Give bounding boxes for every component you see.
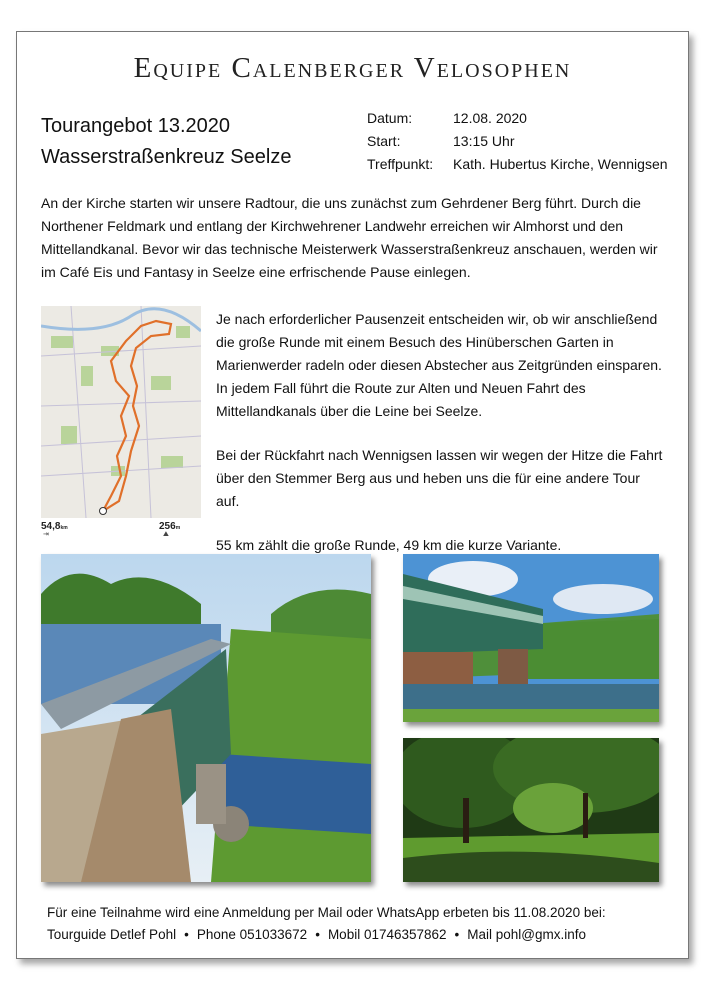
map-distance: 54,8km xyxy=(41,521,68,532)
meta-label: Datum: xyxy=(367,110,413,126)
meta-value: 13:15 Uhr xyxy=(453,133,515,149)
mobile-number: Mobil 01746357862 xyxy=(327,927,447,942)
meta-label: Start: xyxy=(367,133,401,149)
meta-value: Kath. Hubertus Kirche, Wennigsen xyxy=(453,156,668,172)
club-name: Equipe Calenberger Velosophen xyxy=(133,52,572,84)
phone-number: Phone 051033672 xyxy=(196,927,308,942)
tour-name: Wasserstraßenkreuz Seelze xyxy=(41,146,292,168)
tour-title xyxy=(41,111,291,173)
map-elevation: 256m xyxy=(159,521,181,532)
separator: • xyxy=(184,927,189,942)
intro-text: An der Kirche starten wir unsere Radtour, die uns zunächst zum Gehrdener Berg führt. Durch die Northener Feldmark und entlang der Kirchwehrener Landwehr erreichen wir Almhorst und den Mittellandkanal. Bevor wir das technische Meisterwerk Wasserstraßenkreuz anschauen, werden wir im Café Eis und Fantasy in Seelze eine erfrischende Pause einlegen. xyxy=(41,195,658,280)
start-marker xyxy=(100,508,107,515)
route-map xyxy=(41,306,201,536)
tour-number: Tourangebot 13.2020 xyxy=(41,115,231,137)
email-address: Mail pohl@gmx.info xyxy=(467,927,587,942)
meta-meeting-point xyxy=(367,153,668,176)
meta-start xyxy=(367,130,668,153)
meta-date xyxy=(367,107,668,130)
body-paragraph: Je nach erforderlicher Pausenzeit entscheiden wir, ob wir anschließend die große Runde mit einem Besuch des Hinüberschen Garten in Marienwerder radeln oder diesen Abstecher aus Zeitgründen einsparen. In jedem Fall führt die Route zur Alten und Neuen Fahrt des Mittellandkanals über die Leine bei Seelze. xyxy=(216,311,662,419)
tour-meta xyxy=(367,107,668,176)
elevation-icon: ⛰ xyxy=(163,531,169,536)
guide-name: Tourguide Detlef Pohl xyxy=(47,927,177,942)
body-paragraph: Bei der Rückfahrt nach Wennigsen lassen wir wegen der Hitze die Fahrt über den Stemmer Berg aus und heben uns die für eine andere Tour auf. xyxy=(216,447,663,509)
separator: • xyxy=(454,927,460,942)
flyer-page xyxy=(16,31,689,959)
distance-icon: ⇥ xyxy=(43,531,49,536)
photo-canal-bridge xyxy=(41,554,371,882)
body-text xyxy=(216,308,666,578)
photo-truss-bridge xyxy=(403,554,659,722)
meta-label: Treffpunkt: xyxy=(367,156,434,172)
separator: • xyxy=(315,927,320,942)
footer xyxy=(47,902,606,946)
photo-park-garden xyxy=(403,738,659,882)
registration-note: Für eine Teilnahme wird eine Anmeldung per Mail oder WhatsApp erbeten bis 11.08.2020 bei: xyxy=(47,905,606,920)
contact-line xyxy=(47,924,606,946)
body-paragraph: 55 km zählt die große Runde, 49 km die kurze Variante. xyxy=(216,537,562,553)
meta-value: 12.08. 2020 xyxy=(453,110,527,126)
